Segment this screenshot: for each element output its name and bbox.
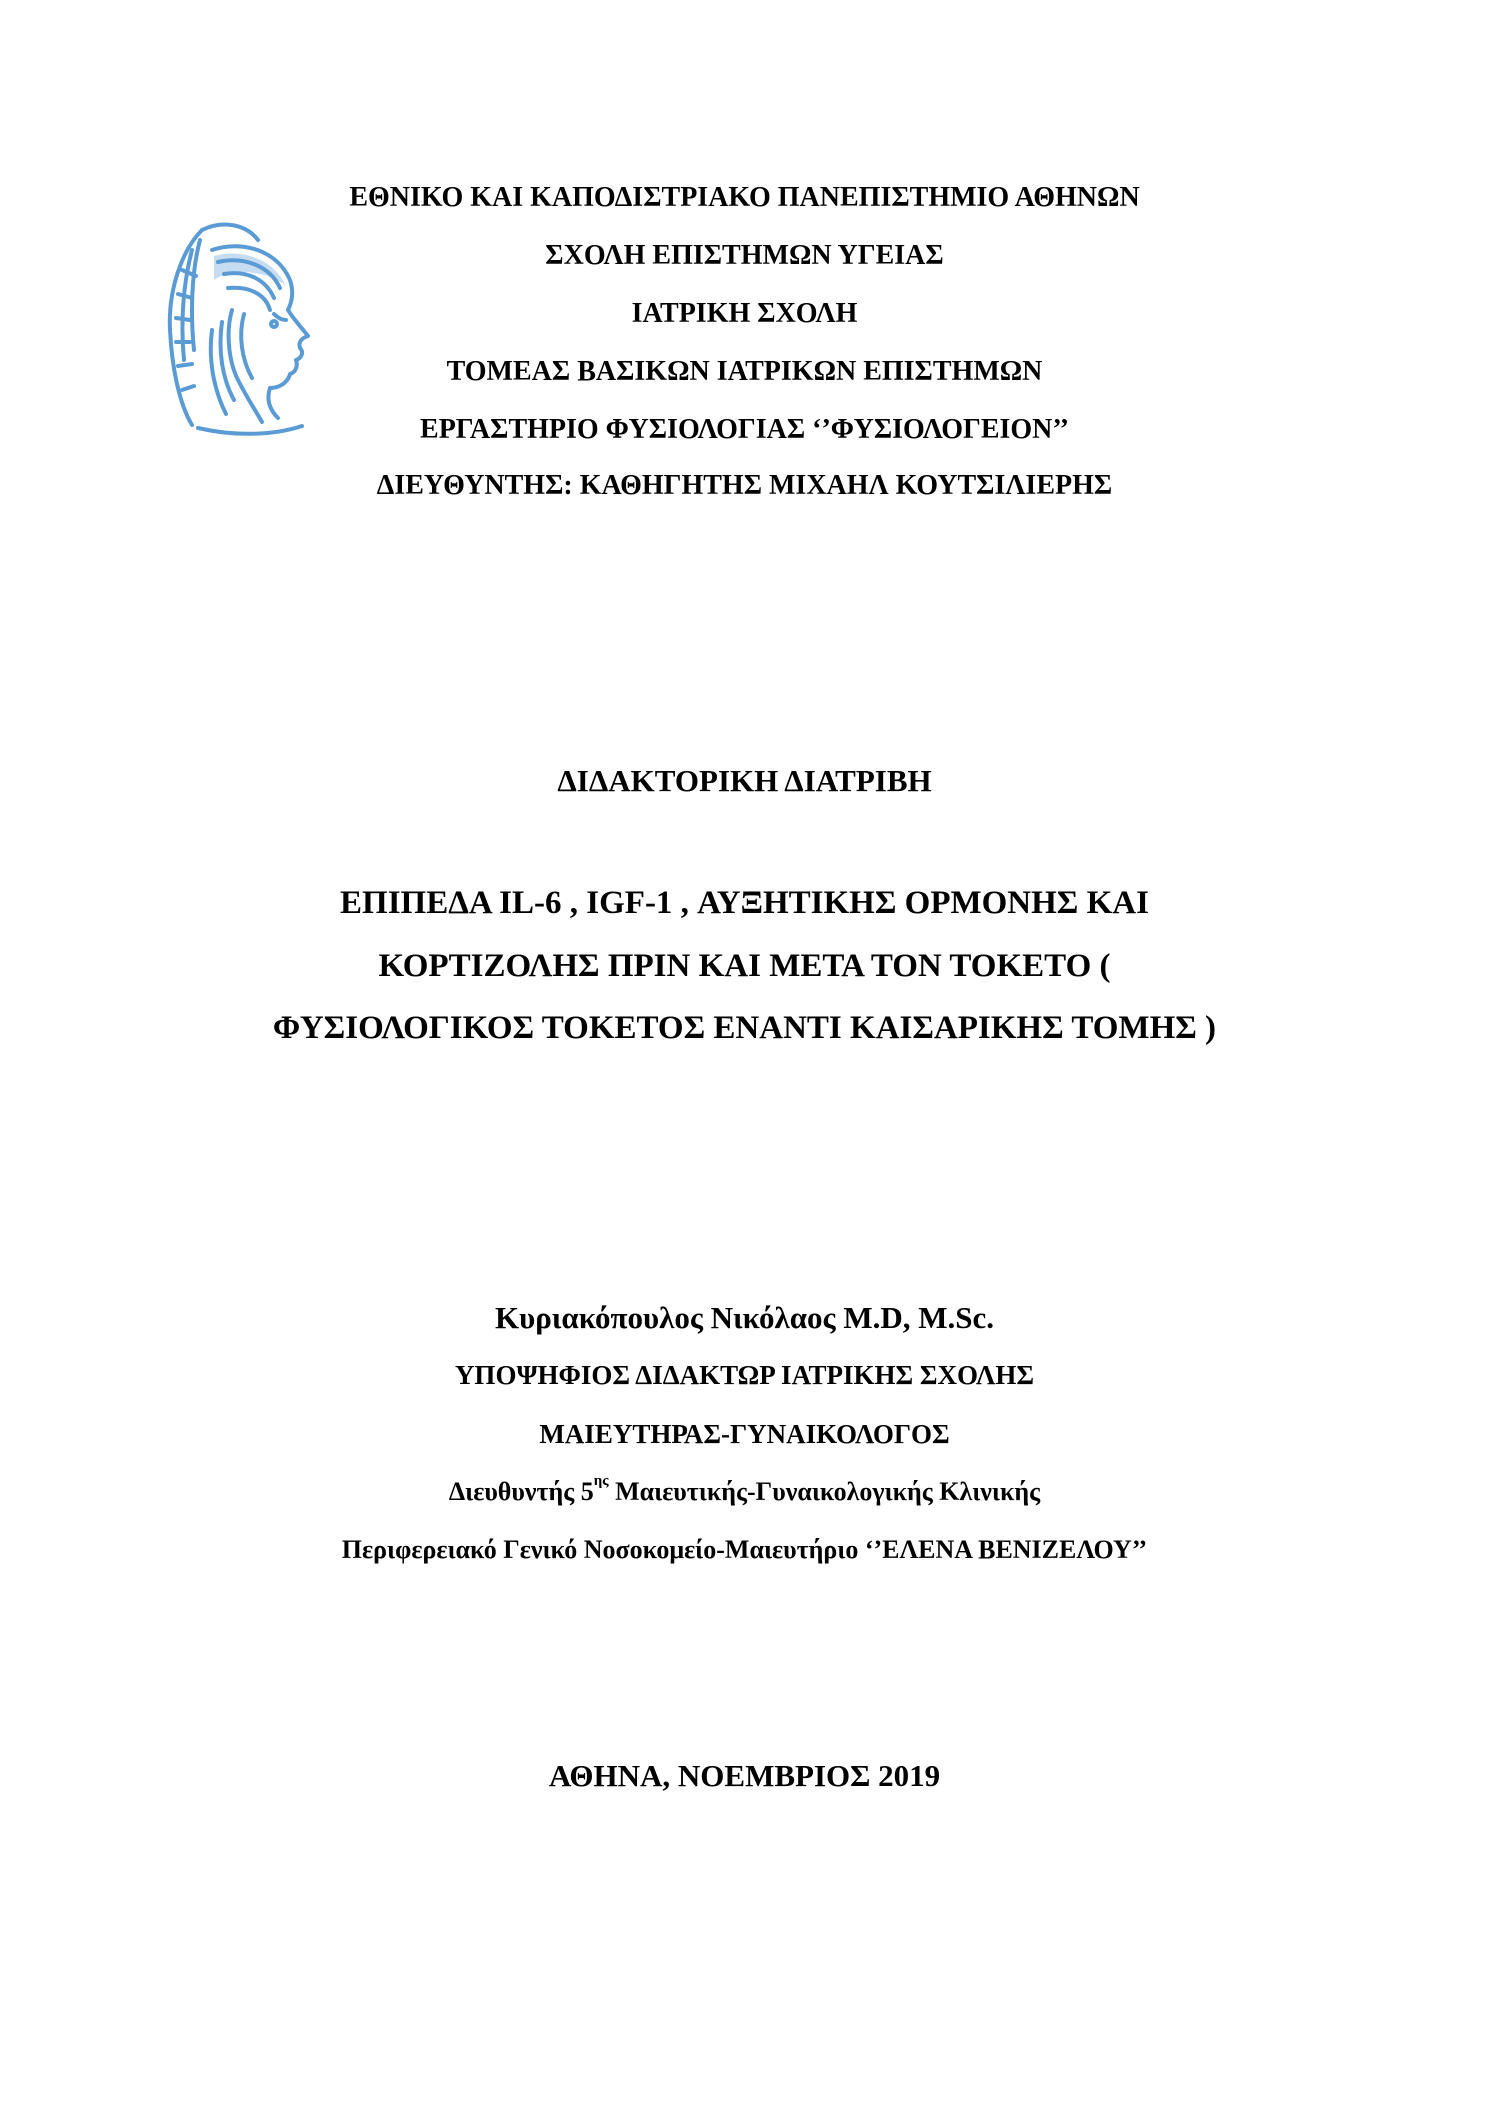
thesis-title-line-1: ΕΠΙΠΕΔΑ IL-6 , IGF-1 , ΑΥΞΗΤΙΚΗΣ ΟΡΜΟΝΗΣ ΚΑΙ [340, 885, 1149, 921]
institution-line-department: ΤΟΜΕΑΣ ΒΑΣΙΚΩΝ ΙΑΤΡΙΚΩΝ ΕΠΙΣΤΗΜΩΝ [446, 356, 1043, 387]
author-position-prefix: Διευθυντής 5 [448, 1477, 594, 1506]
document-type: ΔΙΔΑΚΤΟΡΙΚΗ ΔΙΑΤΡΙΒΗ [557, 763, 932, 798]
thesis-title-line-2: ΚΟΡΤΙΖΟΛΗΣ ΠΡΙΝ ΚΑΙ ΜΕΤΑ ΤΟΝ ΤΟΚΕΤΟ ( [378, 948, 1111, 984]
institution-line-university: ΕΘΝΙΚΟ ΚΑΙ ΚΑΠΟΔΙΣΤΡΙΑΚΟ ΠΑΝΕΠΙΣΤΗΜΙΟ ΑΘΗΝΩΝ [349, 182, 1140, 213]
thesis-title-line-3: ΦΥΣΙΟΛΟΓΙΚΟΣ ΤΟΚΕΤΟΣ ΕΝΑΝΤΙ ΚΑΙΣΑΡΙΚΗΣ ΤΟΜΗΣ ) [272, 1010, 1217, 1046]
author-hospital: Περιφερειακό Γενικό Νοσοκομείο-Μαιευτήριο ‘’ΕΛΕΝΑ ΒΕΝΙΖΕΛΟΥ’’ [341, 1535, 1148, 1564]
place-and-date: ΑΘΗΝΑ, ΝΟΕΜΒΡΙΟΣ 2019 [548, 1758, 941, 1793]
institution-line-school: ΣΧΟΛΗ ΕΠΙΣΤΗΜΩΝ ΥΓΕΙΑΣ [545, 240, 944, 271]
author-specialty: ΜΑΙΕΥΤΗΡΑΣ-ΓΥΝΑΙΚΟΛΟΓΟΣ [539, 1419, 950, 1449]
author-position-ordinal: ης [593, 1473, 609, 1489]
institution-line-director: ΔΙΕΥΘΥΝΤΗΣ: ΚΑΘΗΓΗΤΗΣ ΜΙΧΑΗΛ ΚΟΥΤΣΙΛΙΕΡΗΣ [376, 470, 1113, 501]
author-position-suffix: Μαιευτικής-Γυναικολογικής Κλινικής [608, 1477, 1041, 1506]
institution-line-laboratory: ΕΡΓΑΣΤΗΡΙΟ ΦΥΣΙΟΛΟΓΙΑΣ ‘’ΦΥΣΙΟΛΟΓΕΙΟΝ’’ [420, 414, 1069, 445]
author-role: ΥΠΟΨΗΦΙΟΣ ΔΙΔΑΚΤΩΡ ΙΑΤΡΙΚΗΣ ΣΧΟΛΗΣ [454, 1360, 1035, 1390]
institution-line-medical-school: ΙΑΤΡΙΚΗ ΣΧΟΛΗ [631, 298, 858, 329]
author-position [0, 1473, 1489, 1507]
author-name: Κυριακόπουλος Νικόλαος M.D, M.Sc. [495, 1300, 994, 1335]
